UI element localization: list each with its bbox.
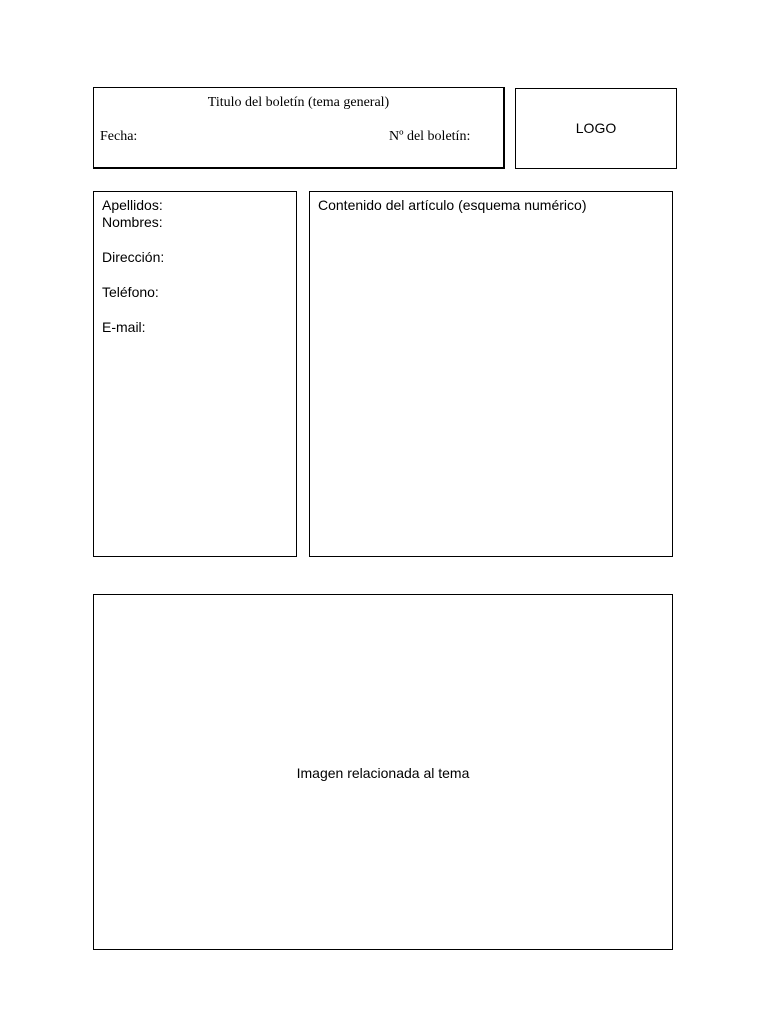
newsletter-title-box xyxy=(93,87,505,169)
first-names-label: Nombres: xyxy=(102,214,163,230)
date-label: Fecha: xyxy=(100,129,138,144)
last-names-label: Apellidos: xyxy=(102,197,163,213)
phone-label: Teléfono: xyxy=(102,284,159,300)
personal-info-box xyxy=(93,191,297,557)
address-label: Dirección: xyxy=(102,249,165,265)
email-label: E-mail: xyxy=(102,319,146,335)
newsletter-number-label: Nº del boletín: xyxy=(389,129,471,144)
logo-box xyxy=(515,88,677,169)
related-image-label: Imagen relacionada al tema xyxy=(296,765,470,781)
related-image-box xyxy=(93,594,673,950)
article-content-box xyxy=(309,191,673,557)
newsletter-title: Titulo del boletín (tema general) xyxy=(207,95,390,110)
article-content-label: Contenido del artículo (esquema numérico) xyxy=(318,197,587,213)
logo-placeholder: LOGO xyxy=(575,120,617,136)
